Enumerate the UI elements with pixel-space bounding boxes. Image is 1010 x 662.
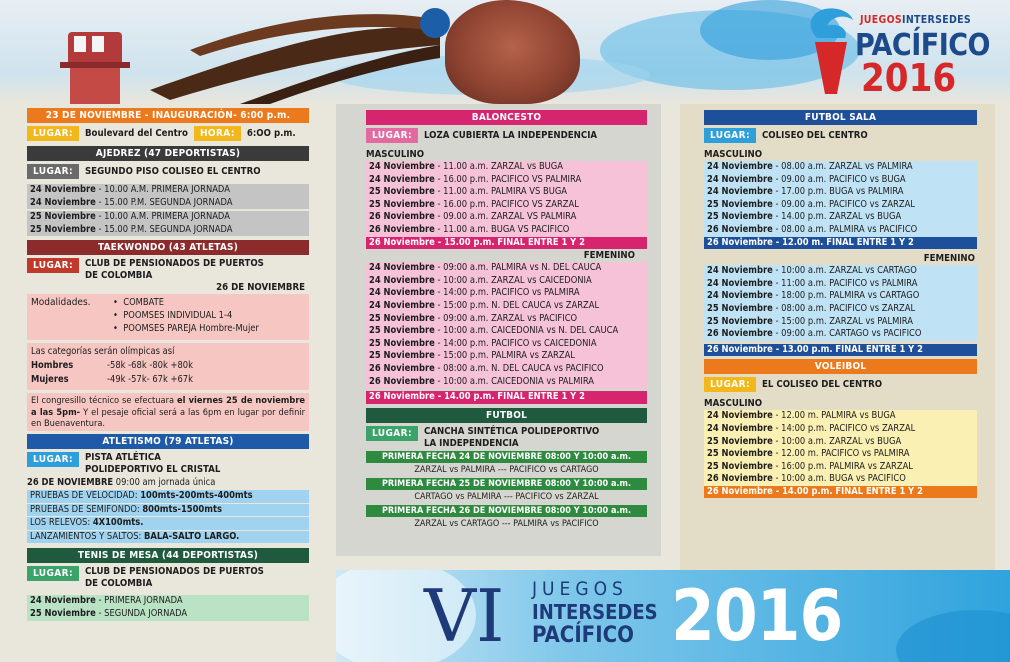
table-row: 26 Noviembre - 08.00 a.m. PALMIRA vs PACIFICO <box>707 223 918 235</box>
lugar-label: LUGAR: <box>366 426 418 441</box>
table-row: 24 Noviembre - 15:00 p.m. N. DEL CAUCA vs ZARZAL <box>369 299 600 311</box>
footer-year: 2016 <box>671 575 843 657</box>
futbol-sala-place-value: COLISEO DEL CENTRO <box>761 130 868 141</box>
final-row: 26 Noviembre - 14.00 p.m. FINAL ENTRE 1 Y 2 <box>704 486 977 499</box>
column-middle <box>336 104 661 556</box>
atletismo-place <box>27 452 309 478</box>
event-value: 4X100mts. <box>92 517 144 529</box>
event-value: 800mts-1500mts <box>142 503 222 515</box>
table-row: 24 Noviembre - 09.00 a.m. PACIFICO vs BUGA <box>707 173 906 185</box>
femenino-label: FEMENINO <box>583 250 635 262</box>
list-item <box>27 517 309 530</box>
men-label: Hombres <box>31 360 74 372</box>
list-item: 25 Noviembre - SEGUNDA JORNADA <box>30 607 188 619</box>
list-item <box>27 504 309 517</box>
lugar-label: LUGAR: <box>27 126 79 141</box>
list-item: • POOMSES INDIVIDUAL 1-4 <box>113 310 233 322</box>
table-row: 24 Noviembre - 11.00 a.m. ZARZAL vs BUGA <box>369 161 564 172</box>
taekwondo-categories <box>27 343 309 390</box>
ajedrez-place-value: SEGUNDO PISO COLISEO EL CENTRO <box>84 166 261 177</box>
fixture-date: PRIMERA FECHA 26 DE NOVIEMBRE 08:00 Y 10:00 a.m. <box>366 505 647 517</box>
final-row: 26 Noviembre - 13.00 p.m. FINAL ENTRE 1 Y 2 <box>704 344 977 357</box>
column-right <box>680 104 995 570</box>
masculino-label: MASCULINO <box>366 149 425 160</box>
note-bold: noviembre a las 5pm- <box>31 395 306 418</box>
lighthouse-illustration <box>60 22 130 104</box>
futbol-place <box>366 426 647 452</box>
tenis-place <box>27 566 309 592</box>
atletismo-date-rest: 09:00 am jornada única <box>113 477 216 489</box>
hair-tie <box>420 8 450 38</box>
lugar-label: LUGAR: <box>27 452 79 467</box>
table-row: 25 Noviembre - 09.00 a.m. PACIFICO vs ZARZAL <box>707 198 915 210</box>
femenino-label: FEMENINO <box>923 253 975 265</box>
column-left <box>27 108 309 621</box>
table-row: 25 Noviembre - 08:00 a.m. PACIFICO vs ZARZAL <box>707 302 916 314</box>
table-row: 25 Noviembre - 12.00 m. PACIFICO vs PALMIRA <box>707 448 910 460</box>
table-row: 25 Noviembre - 14.00 p.m. ZARZAL vs BUGA <box>707 211 902 223</box>
table-row: 24 Noviembre - 10:00 a.m. ZARZAL vs CARTAGO <box>707 265 917 277</box>
logo-pacifico: PACÍFICO <box>855 28 990 63</box>
modality-text: POOMSES INDIVIDUAL 1-4 <box>123 310 233 322</box>
table-row: 25 Noviembre - 15:00 p.m. ZARZAL vs PALMIRA <box>707 315 913 327</box>
table-row: 24 Noviembre - 12.00 m. PALMIRA vs BUGA <box>707 410 896 422</box>
atletismo-title: ATLETISMO (79 ATLETAS) <box>27 434 309 449</box>
inauguration-banner: 23 DE NOVIEMBRE - INAUGURACIÓN- 6:00 p.m. <box>27 108 309 123</box>
logo-juegos: JUEGOS <box>860 14 903 26</box>
tenis-title: TENIS DE MESA (44 DEPORTISTAS) <box>27 548 309 563</box>
table-row: 24 Noviembre - 14:00 p.m. PACIFICO vs PALMIRA <box>369 287 580 299</box>
taekwondo-date: 26 DE NOVIEMBRE <box>216 282 305 294</box>
table-row: 24 Noviembre - 10:00 a.m. ZARZAL vs CAICEDONIA <box>369 274 592 286</box>
list-item: 24 Noviembre - PRIMERA JORNADA <box>30 595 183 607</box>
atletismo-place-line1: PISTA ATLÉTICA <box>84 452 161 464</box>
women-weights: -49k -57k- 67k +67k <box>107 374 193 386</box>
fixture-matches: ZARZAL vs CARTAGO --- PALMIRA vs PACIFICO <box>414 518 599 529</box>
futbol-place-line1: CANCHA SINTÉTICA POLIDEPORTIVO <box>423 425 600 437</box>
list-item: • POOMSES PAREJA Hombre-Mujer <box>113 323 259 335</box>
lugar-label: LUGAR: <box>27 566 79 581</box>
list-item <box>27 490 309 503</box>
atletismo-date-bold: 26 DE NOVIEMBRE <box>27 477 114 489</box>
event-label: LOS RELEVOS: <box>30 517 93 529</box>
table-row: 24 Noviembre - 11:00 a.m. PACIFICO vs PALMIRA <box>707 277 918 289</box>
lugar-label: LUGAR: <box>27 258 79 273</box>
logo-year: 2016 <box>861 56 957 100</box>
masculino-label: MASCULINO <box>704 398 763 410</box>
modality-text: COMBATE <box>123 297 165 309</box>
tenis-place-line1: CLUB DE PENSIONADOS DE PUERTOS <box>84 566 264 578</box>
lugar-label: LUGAR: <box>366 128 418 143</box>
event-value: BALA-SALTO LARGO. <box>144 530 240 542</box>
fixture-date: PRIMERA FECHA 25 DE NOVIEMBRE 08:00 Y 10:00 a.m. <box>366 478 647 490</box>
list-item: 24 Noviembre - 15.00 P.M. SEGUNDA JORNADA <box>30 196 233 208</box>
lugar-label: LUGAR: <box>704 377 756 392</box>
voleibol-title: VOLEIBOL <box>704 359 977 374</box>
list-item: 25 Noviembre - 15.00 P.M. SEGUNDA JORNADA <box>30 223 233 235</box>
torch-icon <box>805 6 857 98</box>
table-row: 26 Noviembre - 08:00 a.m. N. DEL CAUCA vs PACIFICO <box>369 362 604 374</box>
table-row: 24 Noviembre - 16.00 p.m. PACÍFICO VS PALMIRA <box>369 173 582 185</box>
table-row: 25 Noviembre - 10:00 a.m. CAICEDONIA vs N. DEL CAUCA <box>369 325 619 337</box>
table-row: 26 Noviembre - 09.00 a.m. ZARZAL VS PALMIRA <box>369 211 577 223</box>
table-row: 25 Noviembre - 11.00 a.m. PALMIRA VS BUGA <box>369 186 568 198</box>
taekwondo-place-line2: DE COLOMBIA <box>84 270 153 282</box>
table-row: 25 Noviembre - 16:00 p.m. PALMIRA vs ZARZAL <box>707 460 913 472</box>
futbol-sala-place <box>704 128 977 145</box>
list-item <box>27 531 309 544</box>
event-value: 100mts-200mts-400mts <box>140 489 253 501</box>
tenis-place-line2: DE COLOMBIA <box>84 578 153 590</box>
atletismo-place-line2: POLIDEPORTIVO EL CRISTAL <box>84 464 221 476</box>
voleibol-place <box>704 377 977 394</box>
event-label: LANZAMIENTOS Y SALTOS: <box>30 530 144 542</box>
final-row: 26 Noviembre - 14.00 p.m. FINAL ENTRE 1 Y 2 <box>366 391 647 404</box>
note-text: en lugar por definir en Buenaventura. <box>31 406 305 430</box>
men-weights: -58k -68k -80k +80k <box>107 360 193 372</box>
logo <box>805 6 1005 102</box>
taekwondo-note <box>27 393 309 431</box>
table-row: 26 Noviembre - 11.00 a.m. BUGA VS PACÍFICO <box>369 223 570 235</box>
footer-juegos: JUEGOS <box>532 578 628 600</box>
final-row: 26 Noviembre - 15.00 p.m. FINAL ENTRE 1 Y 2 <box>366 237 647 250</box>
logo-intersedes: INTERSEDES <box>902 14 971 26</box>
event-label: PRUEBAS DE SEMIFONDO: <box>30 503 143 515</box>
modality-text: POOMSES PAREJA Hombre-Mujer <box>123 323 259 335</box>
footer-banner <box>336 570 1010 662</box>
inauguration-place <box>27 126 309 143</box>
table-row: 24 Noviembre - 09:00 a.m. PALMIRA vs N. DEL CAUCA <box>369 262 602 274</box>
inauguration-place-value: Boulevard del Centro <box>84 128 188 139</box>
baloncesto-place-value: LOZA CUBIERTA LA INDEPENDENCIA <box>423 130 598 141</box>
note-bold: el viernes 25 de <box>177 395 253 407</box>
table-row: 25 Noviembre - 09:00 a.m. ZARZAL vs PACIFICO <box>369 312 578 324</box>
table-row: 25 Noviembre - 14:00 p.m. PACIFICO vs CAICEDONIA <box>369 337 597 349</box>
table-row: 26 Noviembre - 09:00 a.m. CARTAGO vs PACIFICO <box>707 328 922 340</box>
table-row: 26 Noviembre - 10:00 a.m. BUGA vs PACIFICO <box>707 473 906 485</box>
fixture-matches: CARTAGO vs PALMIRA --- PACIFICO vs ZARZAL <box>414 491 599 502</box>
taekwondo-modalities <box>27 294 309 340</box>
categories-title: Las categorías serán olímpicas así <box>31 346 175 358</box>
lugar-label: LUGAR: <box>704 128 756 143</box>
futbol-sala-title: FUTBOL SALA <box>704 110 977 125</box>
table-row: 24 Noviembre - 17.00 p.m. BUGA vs PALMIRA <box>707 186 904 198</box>
footer-intersedes: INTERSEDES <box>532 600 658 624</box>
table-row: 25 Noviembre - 15:00 p.m. PALMIRA vs ZARZAL <box>369 350 575 362</box>
baloncesto-title: BALONCESTO <box>366 110 647 125</box>
fixture-matches: ZARZAL vs PALMIRA --- PACIFICO vs CARTAGO <box>414 464 599 475</box>
fixture-date: PRIMERA FECHA 24 DE NOVIEMBRE 08:00 Y 10:00 a.m. <box>366 451 647 463</box>
women-label: Mujeres <box>31 374 69 386</box>
taekwondo-place-line1: CLUB DE PENSIONADOS DE PUERTOS <box>84 258 264 270</box>
final-row: 26 Noviembre - 12.00 m. FINAL ENTRE 1 Y 2 <box>704 237 977 250</box>
list-item: • COMBATE <box>113 297 165 309</box>
inauguration-time: 6:OO p.m. <box>246 128 296 139</box>
modalities-label: Modalidades. <box>31 297 91 309</box>
note-text: Y el pesaje oficial será a las 6pm <box>80 406 222 418</box>
table-row: 24 Noviembre - 18:00 p.m. PALMIRA vs CARTAGO <box>707 290 920 302</box>
table-row: 25 Noviembre - 16.00 p.m. PACÍFICO VS ZARZAL <box>369 198 579 210</box>
hora-label: HORA: <box>194 126 241 141</box>
masculino-label: MASCULINO <box>704 149 763 160</box>
table-row: 24 Noviembre - 08.00 a.m. ZARZAL vs PALMIRA <box>707 161 913 172</box>
footer-roman-numeral: VI <box>424 574 505 658</box>
event-label: PRUEBAS DE VELOCIDAD: <box>30 489 141 501</box>
table-row: 24 Noviembre - 14:00 p.m. PACIFICO vs ZARZAL <box>707 422 916 434</box>
header-banner <box>0 0 1010 104</box>
taekwondo-title: TAEKWONDO (43 ATLETAS) <box>27 240 309 255</box>
ajedrez-place <box>27 164 309 181</box>
list-item: 24 Noviembre - 10.00 A.M. PRIMERA JORNADA <box>30 184 230 195</box>
table-row: 25 Noviembre - 10:00 a.m. ZARZAL vs BUGA <box>707 435 902 447</box>
list-item: 25 Noviembre - 10.00 A.M. PRIMERA JORNADA <box>30 211 230 223</box>
note-text: El congresillo técnico se efectuara <box>31 395 177 407</box>
atletismo-date <box>27 477 309 490</box>
voleibol-place-value: EL COLISEO DEL CENTRO <box>761 379 883 391</box>
ajedrez-title: AJEDREZ (47 DEPORTISTAS) <box>27 146 309 161</box>
futbol-place-line2: LA INDEPENDENCIA <box>423 437 519 449</box>
athlete-face-illustration <box>445 0 580 104</box>
athlete-hair-illustration <box>130 0 450 104</box>
table-row: 26 Noviembre - 10:00 a.m. CAICEDONIA vs PALMIRA <box>369 375 595 387</box>
baloncesto-place <box>366 128 647 145</box>
lugar-label: LUGAR: <box>27 164 79 179</box>
futbol-title: FUTBOL <box>366 408 647 423</box>
footer-pacifico: PACÍFICO <box>532 623 634 648</box>
